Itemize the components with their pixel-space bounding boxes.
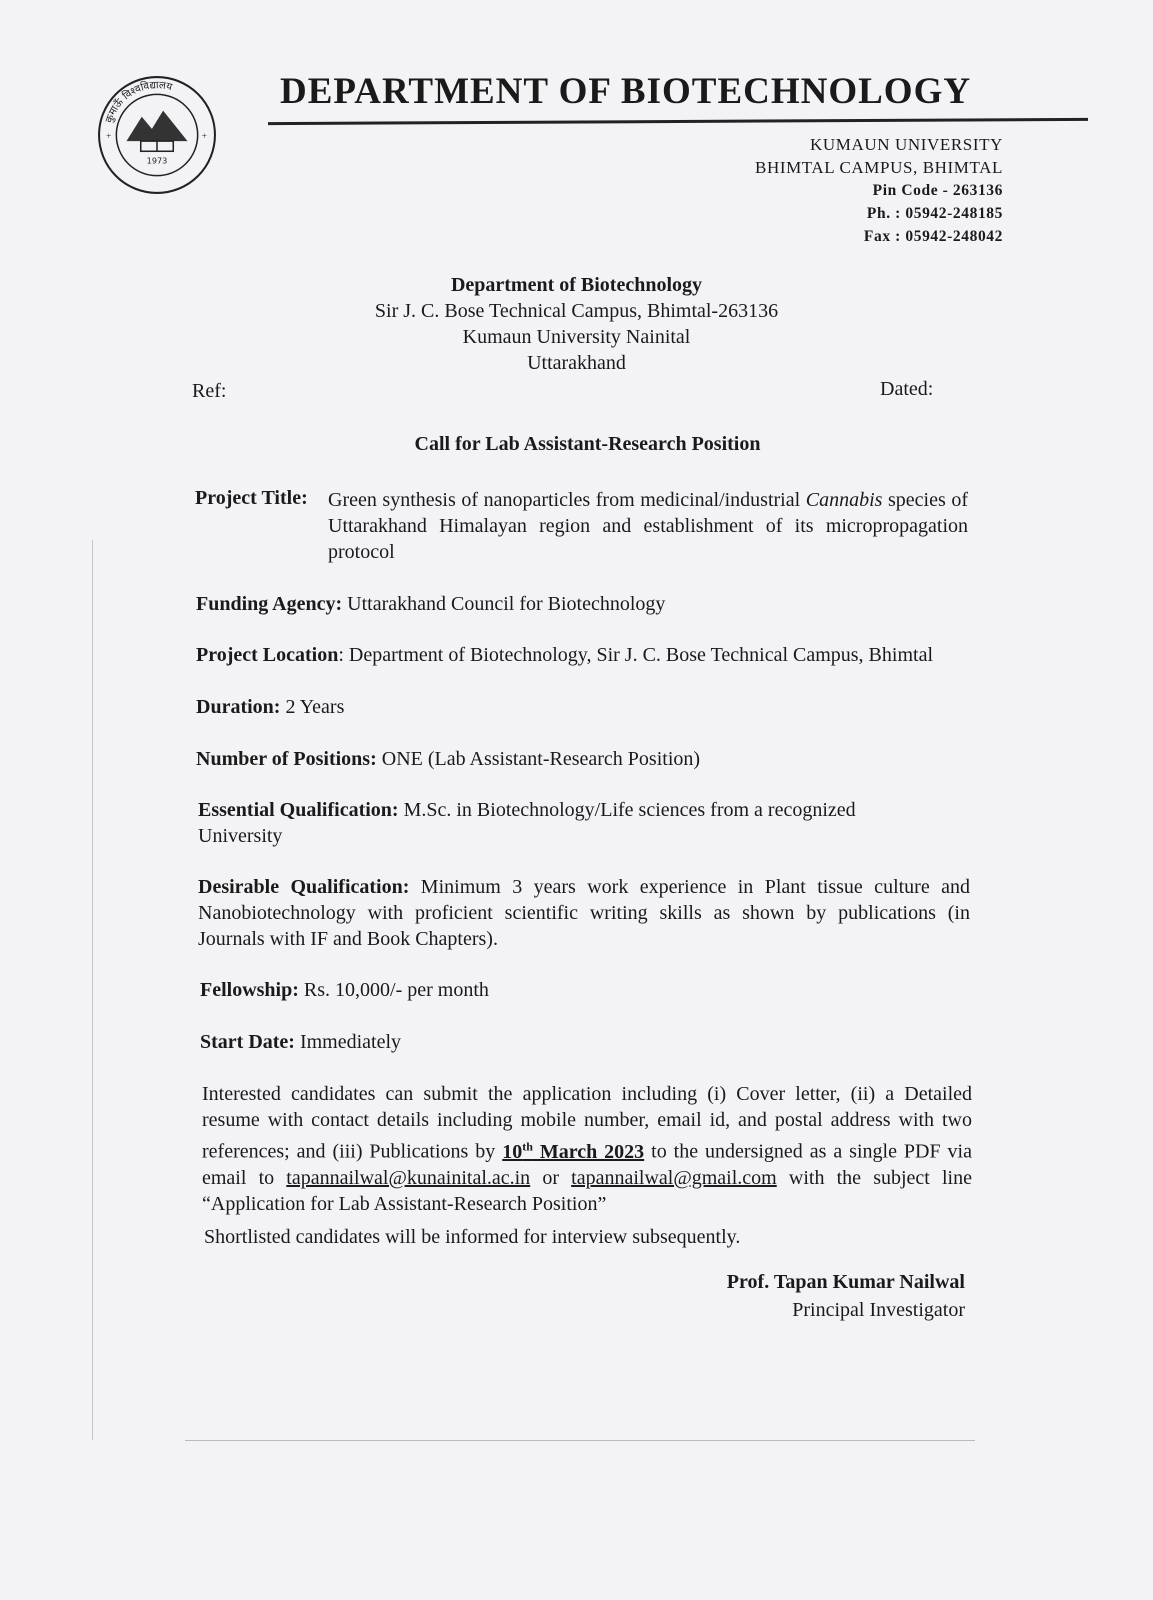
start-date: Start Date: Immediately	[200, 1031, 402, 1053]
essential-qualification: Essential Qualification: M.Sc. in Biotechnology/Life sciences from a recognized University	[198, 799, 856, 847]
phone-number: Ph. : 05942-248185	[866, 205, 1003, 222]
address-line-3: Uttarakhand	[527, 352, 626, 374]
project-title-text: Green synthesis of nanoparticles from medicinal/industrial Cannabis species of Uttarakhand Himalayan region and establishment of its micropropagation protocol	[328, 489, 968, 563]
university-seal-icon	[96, 74, 218, 196]
fax-number: Fax : 05942-248042	[863, 228, 1003, 245]
footer-rule	[185, 1440, 975, 1441]
signatory-designation: Principal Investigator	[792, 1299, 965, 1321]
fellowship: Fellowship: Rs. 10,000/- per month	[200, 979, 489, 1001]
campus-name: BHIMTAL CAMPUS, BHIMTAL	[755, 158, 1003, 177]
email-link-gmail[interactable]: tapannailwal@gmail.com	[571, 1166, 777, 1189]
deadline-date: 10th March 2023	[502, 1139, 645, 1163]
letterhead-address	[755, 133, 1003, 248]
project-title-label: Project Title:	[195, 487, 308, 509]
number-of-positions: Number of Positions: ONE (Lab Assistant-Research Position)	[196, 748, 701, 770]
email-link-kunainital[interactable]: tapannailwal@kunainital.ac.in	[286, 1166, 531, 1189]
signatory-name: Prof. Tapan Kumar Nailwal	[726, 1271, 965, 1293]
address-line-1: Sir J. C. Bose Technical Campus, Bhimtal-263136	[374, 300, 779, 322]
department-heading: DEPARTMENT OF BIOTECHNOLOGY	[280, 71, 972, 112]
svg-text:+: +	[201, 131, 207, 142]
address-line-2: Kumaun University Nainital	[462, 326, 691, 348]
ref-label: Ref:	[192, 380, 227, 402]
svg-text:+: +	[106, 131, 112, 142]
desirable-qualification: Desirable Qualification: Minimum 3 years work experience in Plant tissue culture and Nanobiotechnology with proficient scientific writing skills as shown by publications (in Journals with IF and Book Chapters).	[198, 876, 970, 950]
seal-year: 1973	[146, 155, 168, 166]
dated-label: Dated:	[880, 378, 934, 400]
university-name: KUMAUN UNIVERSITY	[810, 135, 1003, 154]
application-instructions: Interested candidates can submit the application including (i) Cover letter, (ii) a Detailed resume with contact details including mobile number, email id, and postal address with two references; and (iii) Publications by 10th March 2023 to the undersigned as a single PDF via email to tapannailwal@kunainital.ac.in or tapannailwal@gmail.com with the subject line “Application for Lab Assistant-Research Position”	[202, 1083, 972, 1215]
call-title: Call for Lab Assistant-Research Position	[414, 433, 761, 455]
scan-edge-line	[92, 540, 93, 1440]
seal-text: कुमाऊँ विश्वविद्यालय	[103, 80, 174, 125]
department-address	[0, 272, 1153, 376]
shortlist-note: Shortlisted candidates will be informed for interview subsequently.	[204, 1226, 741, 1248]
signature-block	[727, 1268, 965, 1324]
department-name: Department of Biotechnology	[450, 274, 703, 296]
funding-agency: Funding Agency: Uttarakhand Council for Biotechnology	[196, 593, 666, 615]
project-location: Project Location: Department of Biotechnology, Sir J. C. Bose Technical Campus, Bhimtal	[196, 644, 934, 666]
pin-code: Pin Code - 263136	[872, 182, 1003, 199]
heading-rule	[268, 118, 1088, 125]
duration: Duration: 2 Years	[196, 696, 345, 718]
